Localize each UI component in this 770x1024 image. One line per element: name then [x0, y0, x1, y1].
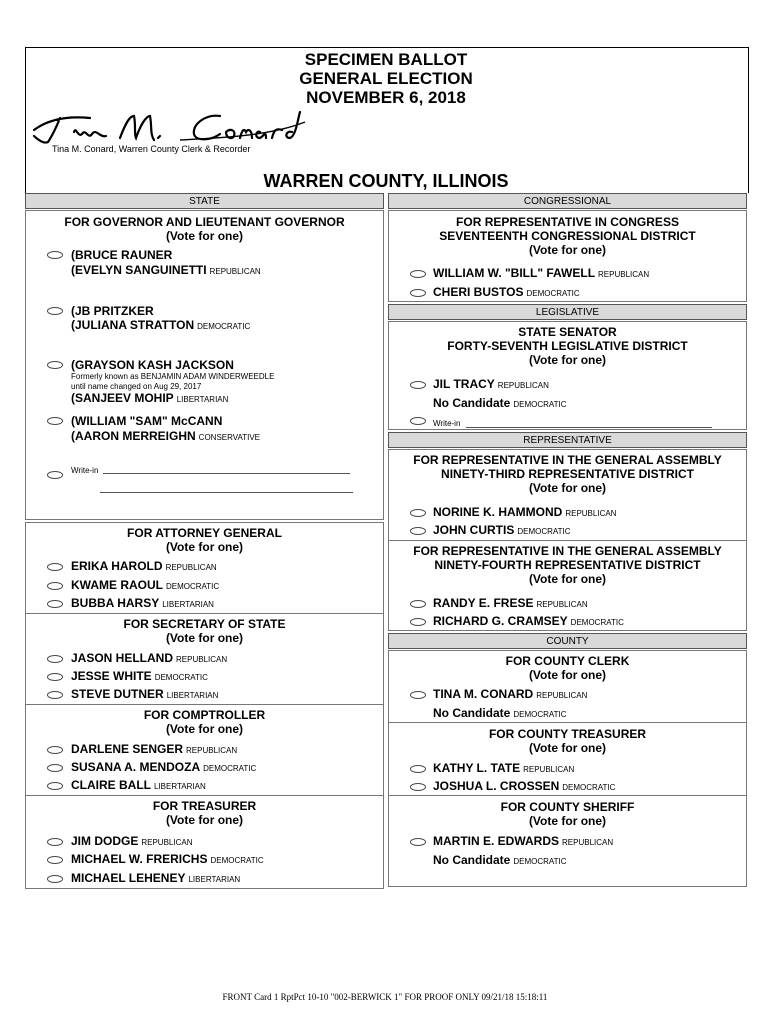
rep93-title: FOR REPRESENTATIVE IN THE GENERAL ASSEMBLY: [413, 453, 722, 467]
rep94-candidate-1: RANDY E. FRESE REPUBLICAN: [433, 596, 588, 610]
congress-title: FOR REPRESENTATIVE IN CONGRESS: [456, 215, 679, 229]
attorney-oval-2[interactable]: [47, 582, 63, 590]
divider: [388, 540, 747, 541]
ctreasurer-title: FOR COUNTY TREASURER: [488, 727, 647, 741]
congress-oval-2[interactable]: [410, 289, 426, 297]
senator-district: FORTY-SEVENTH LEGISLATIVE DISTRICT: [447, 339, 688, 353]
senator-vote-for: (Vote for one): [528, 353, 607, 367]
comptroller-oval-3[interactable]: [47, 782, 63, 790]
congress-candidate-2: CHERI BUSTOS DEMOCRATIC: [433, 285, 580, 299]
ctreasurer-candidate-1: KATHY L. TATE REPUBLICAN: [433, 761, 575, 775]
sheriff-oval-1[interactable]: [410, 838, 426, 846]
senator-oval-1[interactable]: [410, 381, 426, 389]
rep94-oval-1[interactable]: [410, 600, 426, 608]
secretary-oval-2[interactable]: [47, 673, 63, 681]
rep94-vote-for: (Vote for one): [528, 572, 607, 586]
ctreasurer-vote-for: (Vote for one): [528, 741, 607, 755]
attorney-candidate-3: BUBBA HARSY LIBERTARIAN: [71, 596, 214, 610]
senator-writein-label: Write-in: [433, 419, 461, 428]
clerk-candidate-2: No Candidate DEMOCRATIC: [433, 706, 567, 720]
rep93-candidate-1: NORINE K. HAMMOND REPUBLICAN: [433, 505, 617, 519]
section-state: STATE: [25, 193, 384, 209]
clerk-signature: [30, 108, 310, 146]
treasurer-candidate-3: MICHAEL LEHENEY LIBERTARIAN: [71, 871, 241, 885]
clerk-vote-for: (Vote for one): [528, 668, 607, 682]
sheriff-candidate-1: MARTIN E. EDWARDS REPUBLICAN: [433, 834, 614, 848]
senator-writein-oval[interactable]: [410, 417, 426, 425]
clerk-oval-1[interactable]: [410, 691, 426, 699]
comptroller-oval-2[interactable]: [47, 764, 63, 772]
rep93-district: NINETY-THIRD REPRESENTATIVE DISTRICT: [441, 467, 694, 481]
secretary-candidate-2: JESSE WHITE DEMOCRATIC: [71, 669, 208, 683]
governor-candidate-1b: (EVELYN SANGUINETTI REPUBLICAN: [71, 263, 261, 277]
governor-vote-for: (Vote for one): [165, 229, 244, 243]
divider: [25, 795, 384, 796]
attorney-vote-for: (Vote for one): [165, 540, 244, 554]
divider: [388, 795, 747, 796]
secretary-title: FOR SECRETARY OF STATE: [123, 617, 286, 631]
election-title: GENERAL ELECTION: [299, 69, 473, 88]
senator-candidate-1: JIL TRACY REPUBLICAN: [433, 377, 549, 391]
rep93-oval-1[interactable]: [410, 509, 426, 517]
section-representative: REPRESENTATIVE: [388, 432, 747, 448]
ctreasurer-oval-1[interactable]: [410, 765, 426, 773]
governor-candidate-3b: (SANJEEV MOHIP LIBERTARIAN: [71, 391, 229, 405]
secretary-oval-3[interactable]: [47, 691, 63, 699]
governor-candidate-2a: (JB PRITZKER: [71, 304, 154, 318]
governor-writein-oval[interactable]: [47, 471, 63, 479]
county-title: WARREN COUNTY, ILLINOIS: [263, 171, 509, 191]
section-legislative: LEGISLATIVE: [388, 304, 747, 320]
attorney-title: FOR ATTORNEY GENERAL: [127, 526, 282, 540]
sheriff-candidate-2: No Candidate DEMOCRATIC: [433, 853, 567, 867]
divider: [25, 704, 384, 705]
congress-vote-for: (Vote for one): [528, 243, 607, 257]
divider: [388, 722, 747, 723]
secretary-candidate-1: JASON HELLAND REPUBLICAN: [71, 651, 228, 665]
rep93-oval-2[interactable]: [410, 527, 426, 535]
ctreasurer-candidate-2: JOSHUA L. CROSSEN DEMOCRATIC: [433, 779, 616, 793]
divider: [25, 613, 384, 614]
comptroller-title: FOR COMPTROLLER: [143, 708, 266, 722]
clerk-caption: Tina M. Conard, Warren County Clerk & Recorder: [52, 144, 251, 154]
governor-title: FOR GOVERNOR AND LIEUTENANT GOVERNOR: [64, 215, 345, 229]
attorney-oval-3[interactable]: [47, 600, 63, 608]
governor-candidate-3-note1: Formerly known as BENJAMIN ADAM WINDERWEEDLE: [71, 372, 275, 381]
senator-candidate-2: No Candidate DEMOCRATIC: [433, 396, 567, 410]
treasurer-oval-2[interactable]: [47, 856, 63, 864]
governor-candidate-1a: (BRUCE RAUNER: [71, 248, 173, 262]
secretary-vote-for: (Vote for one): [165, 631, 244, 645]
treasurer-candidate-1: JIM DODGE REPUBLICAN: [71, 834, 193, 848]
sheriff-title: FOR COUNTY SHERIFF: [500, 800, 635, 814]
rep93-candidate-2: JOHN CURTIS DEMOCRATIC: [433, 523, 571, 537]
governor-oval-1[interactable]: [47, 251, 63, 259]
attorney-oval-1[interactable]: [47, 563, 63, 571]
governor-candidate-3-note2: until name changed on Aug 29, 2017: [71, 382, 202, 391]
treasurer-candidate-2: MICHAEL W. FRERICHS DEMOCRATIC: [71, 852, 264, 866]
senator-title: STATE SENATOR: [518, 325, 617, 339]
rep94-candidate-2: RICHARD G. CRAMSEY DEMOCRATIC: [433, 614, 624, 628]
treasurer-title: FOR TREASURER: [152, 799, 257, 813]
governor-oval-3[interactable]: [47, 361, 63, 369]
governor-writein-line-1[interactable]: [103, 473, 350, 474]
sheriff-vote-for: (Vote for one): [528, 814, 607, 828]
election-date: NOVEMBER 6, 2018: [306, 88, 466, 107]
treasurer-vote-for: (Vote for one): [165, 813, 244, 827]
governor-writein-label: Write-in: [71, 466, 99, 475]
clerk-title: FOR COUNTY CLERK: [505, 654, 630, 668]
comptroller-candidate-1: DARLENE SENGER REPUBLICAN: [71, 742, 238, 756]
governor-candidate-4b: (AARON MERREIGHN CONSERVATIVE: [71, 429, 261, 443]
comptroller-candidate-3: CLAIRE BALL LIBERTARIAN: [71, 778, 206, 792]
comptroller-vote-for: (Vote for one): [165, 722, 244, 736]
governor-writein-line-2[interactable]: [100, 492, 353, 493]
treasurer-oval-3[interactable]: [47, 875, 63, 883]
proof-footer: FRONT Card 1 RptPct 10-10 "002-BERWICK 1" FOR PROOF ONLY 09/21/18 15:18:11: [222, 992, 548, 1002]
congress-oval-1[interactable]: [410, 270, 426, 278]
rep94-title: FOR REPRESENTATIVE IN THE GENERAL ASSEMBLY: [413, 544, 722, 558]
congress-candidate-1: WILLIAM W. "BILL" FAWELL REPUBLICAN: [433, 266, 650, 280]
congress-district: SEVENTEENTH CONGRESSIONAL DISTRICT: [439, 229, 696, 243]
rep93-vote-for: (Vote for one): [528, 481, 607, 495]
rep94-district: NINETY-FOURTH REPRESENTATIVE DISTRICT: [434, 558, 701, 572]
senator-writein-line[interactable]: [466, 427, 712, 428]
governor-oval-2[interactable]: [47, 307, 63, 315]
secretary-candidate-3: STEVE DUTNER LIBERTARIAN: [71, 687, 219, 701]
comptroller-candidate-2: SUSANA A. MENDOZA DEMOCRATIC: [71, 760, 257, 774]
governor-candidate-4a: (WILLIAM "SAM" McCANN: [71, 414, 223, 428]
section-congressional: CONGRESSIONAL: [388, 193, 747, 209]
governor-oval-4[interactable]: [47, 417, 63, 425]
secretary-oval-1[interactable]: [47, 655, 63, 663]
governor-candidate-3a: (GRAYSON KASH JACKSON: [71, 358, 234, 372]
section-county: COUNTY: [388, 633, 747, 649]
governor-candidate-2b: (JULIANA STRATTON DEMOCRATIC: [71, 318, 251, 332]
rep94-oval-2[interactable]: [410, 618, 426, 626]
treasurer-oval-1[interactable]: [47, 838, 63, 846]
ballot-title: SPECIMEN BALLOT: [304, 50, 468, 69]
attorney-candidate-2: KWAME RAOUL DEMOCRATIC: [71, 578, 220, 592]
attorney-candidate-1: ERIKA HAROLD REPUBLICAN: [71, 559, 217, 573]
comptroller-oval-1[interactable]: [47, 746, 63, 754]
clerk-candidate-1: TINA M. CONARD REPUBLICAN: [433, 687, 588, 701]
ctreasurer-oval-2[interactable]: [410, 783, 426, 791]
